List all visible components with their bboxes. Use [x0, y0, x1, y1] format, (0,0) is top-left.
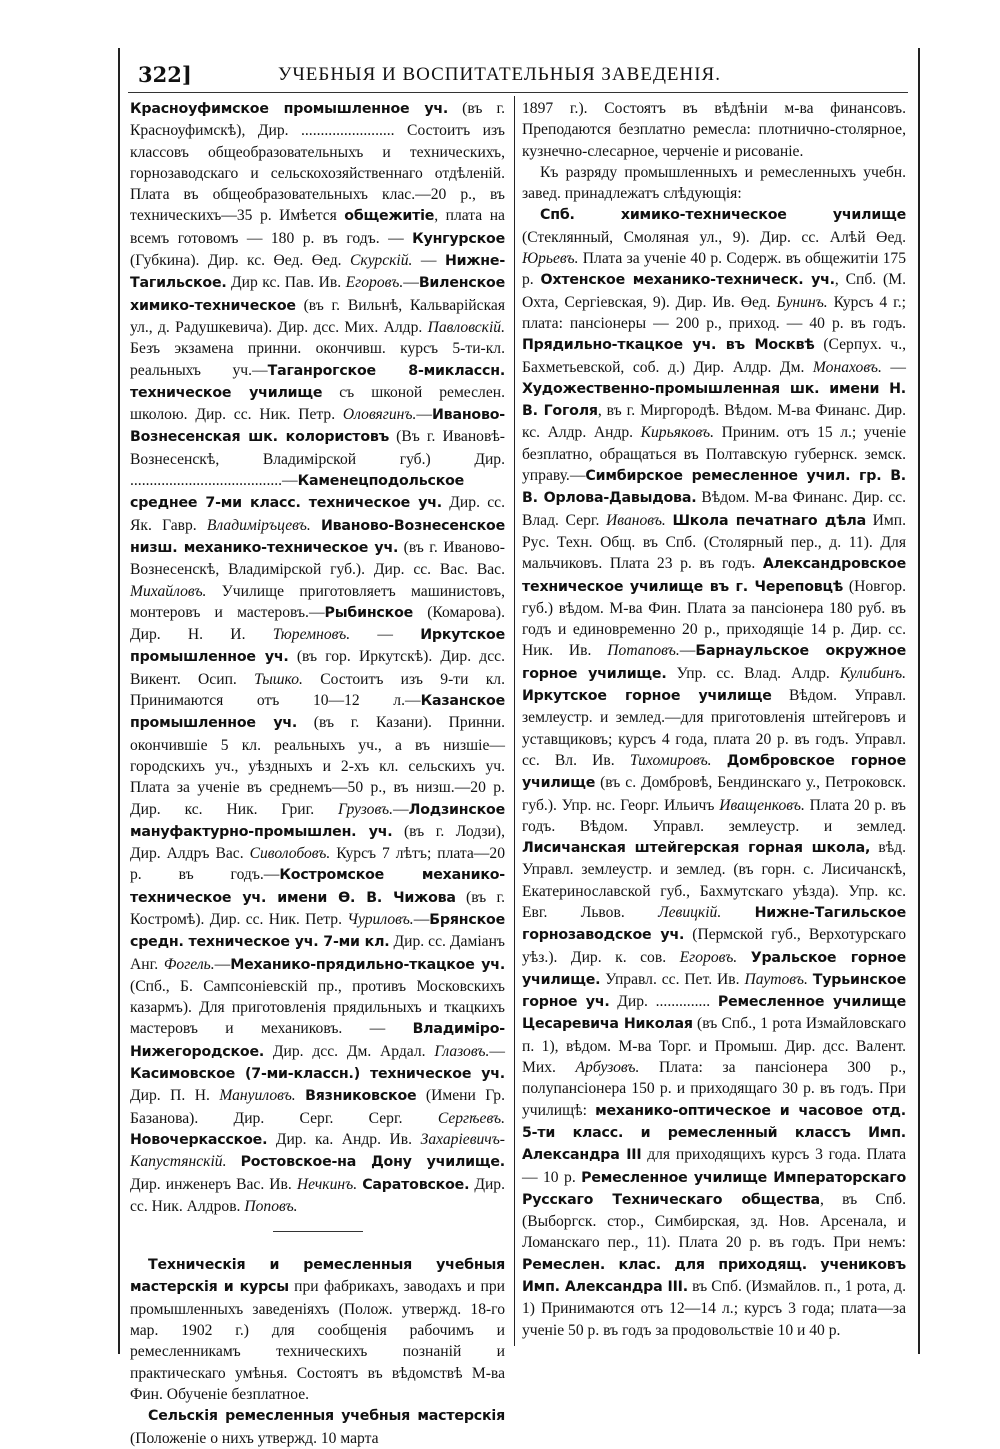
director-name: Владиміръцевъ. — [206, 516, 311, 534]
director-name: Левицкій. — [658, 903, 722, 921]
text-run: вѣд. Управл. землеустр. и землед. (въ горн. с. Лисичанскѣ, Екатеринославской губ., Бахмутскаго уѣзда). Упр. кс. Евг. Львов. — [522, 839, 906, 921]
institution-name: Костромское механико-техническое уч. имени Ө. В. Чижова — [130, 867, 505, 906]
text-run: Дир. дсс. Дм. Ардал. — [264, 1042, 435, 1060]
director-name: Потаповъ. — [607, 642, 680, 660]
text-run: Безъ экзамена принни. окончивш. курсъ 5-ти-кл. реальныхъ уч.— — [130, 340, 505, 379]
director-name: Захаріевичъ-Капустянскій. — [130, 1130, 505, 1171]
text-run — [296, 1087, 305, 1104]
institution-name: Иркутское промышленное уч. — [130, 627, 505, 666]
institution-name: Рыбинское — [324, 604, 414, 621]
left-column — [130, 98, 505, 1449]
director-name: Юрьевъ. — [522, 250, 579, 268]
text-run: — — [413, 910, 430, 928]
text-run: 1897 г.). Состоятъ въ вѣдѣніи м-ва финансовъ. Преподаются безплатно ремесла: плотнично-столярное, кузнечно-слесарное, черченіе и рисованіе. — [522, 100, 906, 160]
institution-name: Саратовское. — [362, 1176, 470, 1193]
institution-name: Каменецподольское среднее 7-ми класс. техническое уч. — [130, 473, 465, 512]
text-run: Управл. сс. Пет. Ив. — [600, 970, 745, 988]
text-run: (Имени Гр. Базанова). Дир. Серг. Серг. — [130, 1087, 505, 1127]
text-run: Состоитъ изъ 9-ти кл. Принимаются отъ 10—12 л.— — [130, 670, 505, 710]
text-run — [712, 752, 727, 769]
paragraph — [522, 162, 906, 205]
text-run: (Спб., Б. Сампсоніевскій пр., противъ Московскихъ казармъ). Для приготовленія прядильныхъ и ткацкихъ мастеровъ и механиковъ. — — [130, 977, 505, 1038]
text-run: Дир. .............. — [609, 993, 718, 1011]
institution-name: Красноуфимское промышленное уч. — [130, 101, 449, 117]
text-run — [226, 1153, 240, 1170]
director-name: Павловскій. — [427, 318, 505, 336]
institution-name: Кунгурское — [412, 230, 505, 247]
institution-name: Домбровское горное училище — [522, 752, 906, 792]
director-name: Кулибинъ. — [839, 664, 906, 682]
text-run: при фабрикахъ, заводахъ и при промышленныхъ заведеніяхъ (Полож. утвержд. 18-го мар. 1902 г.) для сообщенія рабочимъ и ремесленникамъ техническихъ познаній и практическаго умѣнья. Состоятъ въ вѣдомствѣ М-ва Фин. Обученіе безплатное. — [130, 1278, 505, 1403]
text-run: Вѣдом. М-ва Финанс. Дир. сс. Влад. Серг. — [522, 489, 906, 529]
text-run: Вѣдом. Управл. землеустр. и землед.—для приготовленія штейгеровъ и уставщиковъ; курсъ 4 года, плата 20 р. въ годъ. Управл. сс. Вл. Ив. — [522, 687, 907, 769]
text-run: — — [403, 274, 419, 292]
text-run: Дир кс. Пав. Ив. — [226, 274, 346, 292]
text-run: , въ г. Миргородѣ. Вѣдом. М-ва Финанс. Дир. кс. Алдр. Андр. — [522, 402, 906, 442]
text-run: (Въ г. Ивановѣ-Вознесенскѣ, Владимірской губ.) Дир. .......................................— — [130, 428, 505, 490]
text-run: (Положеніе о нихъ утвержд. 10 марта — [130, 1429, 379, 1447]
institution-name: Сельскія ремесленныя учебныя мастерскія — [148, 1408, 505, 1425]
text-run: Курсъ 7 лѣтъ; плата—20 р. въ годъ.— — [130, 845, 505, 884]
text-run: (въ г. Костромѣ). Дир. сс. Ник. Петр. — [130, 888, 506, 928]
text-run: — — [393, 800, 409, 818]
director-name: Тихомировъ. — [629, 751, 712, 769]
text-run: Имп. Рус. Техн. Общ. въ Спб. (Столярный пер., д. 11). Для мальчиковъ. Плата 23 р. въ годъ. — [522, 511, 906, 573]
director-name: Глазовъ. — [434, 1042, 490, 1060]
director-name: Егоровъ. — [679, 948, 738, 966]
institution-name: Уральское горное училище. — [522, 949, 907, 988]
director-name: Арбузовъ. — [575, 1059, 640, 1077]
institution-name: Иваново-Вознесенская шк. колористовъ — [130, 407, 505, 446]
text-run: Приним. отъ 15 л.; ученіе безплатно, обращаться въ Полтавскую губернск. земск. управу.— — [522, 424, 906, 485]
paragraph — [130, 1254, 505, 1405]
director-name: Михайловъ. — [130, 582, 207, 600]
text-run: Дир. сс. Даміанъ Анг. — [130, 933, 505, 973]
director-name: Иващенковъ. — [719, 796, 805, 814]
text-run: въ Спб. (Измайлов. п., 1 рота, д. 1) Принимаются отъ 12—14 л.; курсъ 3 года; плата—за ученіе 50 р. въ годъ за продовольствіе 10 и 40 р. — [522, 1278, 906, 1339]
text-run: для приходящихъ курсъ 3 года. Плата — 10 р. — [522, 1146, 906, 1186]
text-run: Плата 20 р. въ годъ. Вѣдом. Управл. землеустр. и землед. — [522, 796, 906, 835]
paragraph — [130, 98, 505, 1217]
text-run: , плата на всемъ готовомъ — 180 р. въ годъ. — — [130, 207, 505, 247]
institution-name: Механико-прядильно-ткацкое уч. — [230, 956, 506, 973]
text-run: (въ с. Домбровѣ, Бендинскаго у., Петроковск. губ.). Упр. нс. Георг. Ильичъ — [522, 774, 906, 814]
text-run: — — [412, 252, 445, 270]
paragraph — [130, 1405, 505, 1449]
institution-name: Техническія и ремесленныя учебныя мастерскія и курсы — [130, 1257, 505, 1296]
right-column — [522, 98, 906, 1341]
text-run: Плата за ученіе 40 р. Содерж. въ общежитіи 175 р. — [522, 250, 906, 289]
institution-name: Виленское химико-техническое — [130, 275, 505, 314]
text-run: Къ разряду промышленныхъ и ремесленныхъ учебн. завед. принадлежатъ слѣдующія: — [522, 163, 906, 203]
text-run: (Серпух. ч., Бахметьевской, соб. д.) Дир. Алдр. Дм. — [522, 336, 906, 376]
institution-name: Нижне-Тагильское. — [130, 253, 506, 292]
director-name: Егоровъ. — [345, 274, 404, 292]
text-run: , въ Спб. (Выборгск. стор., Симбирская, зд. Нов. Арсенала, и Ломанскаго пер., 11). Плата 20 р. въ годъ. При немъ: — [522, 1190, 906, 1252]
page-number: 322] — [138, 62, 192, 87]
director-name: Чуриловъ. — [347, 910, 414, 928]
director-name: Поповъ. — [244, 1197, 298, 1215]
text-run: Упр. сс. Влад. Алдр. — [666, 664, 840, 682]
text-run: Плата: за пансіонера 300 р., полупансіонера 150 р. и приходящаго 30 р. въ годъ. При училищѣ: — [522, 1059, 906, 1119]
text-run: — — [214, 955, 231, 973]
institution-name: Касимовское (7-ми-классн.) техническое уч. — [130, 1066, 505, 1083]
text-run: Дир. инженеръ Вас. Ив. — [130, 1175, 297, 1193]
institution-name: Иваново-Вознесенское низш. механико-техническое уч. — [130, 517, 505, 556]
text-run: Дир. ка. Андр. Ив. — [267, 1130, 421, 1148]
page-header — [128, 56, 908, 90]
text-run: — — [416, 406, 432, 424]
paragraph — [522, 98, 906, 162]
text-run: Училище приготовляетъ машинистовъ, монтеровъ и мастеровъ.— — [130, 582, 505, 621]
director-name: Сиволобовъ. — [249, 845, 331, 863]
text-run: Курсъ 4 г.; плата: пансіонеры — 200 р., приход. — 40 р. въ годъ. — [522, 293, 906, 332]
column-divider — [514, 96, 515, 1346]
institution-name: Новочеркасское. — [130, 1131, 268, 1148]
header-rule — [128, 92, 908, 93]
institution-name: Ремесленное училище Цесаревича Николая — [522, 994, 906, 1033]
director-name: Тюремновъ. — [272, 626, 351, 644]
institution-name: Вязниковское — [305, 1088, 417, 1105]
director-name: Кирьяковъ. — [640, 424, 715, 442]
director-name: Бунинъ. — [776, 293, 828, 311]
institution-name: Таганрогское 8-миклассн. техническое училище — [130, 362, 506, 401]
text-run: (въ г. Вильнѣ, Кальварійская ул., д. Радушкевича). Дир. дсс. Мих. Алдр. — [130, 296, 505, 336]
text-run: (въ гор. Иркутскѣ). Дир. дсс. Викент. Осип. — [130, 648, 505, 688]
text-run: (Комарова). Дир. Н. И. — [130, 603, 505, 644]
text-run: — — [350, 626, 421, 644]
institution-name: Барнаульское окружное горное училище. — [522, 643, 907, 682]
text-run: Дир. П. Н. — [130, 1087, 220, 1105]
institution-name: Брянское средн. техническое уч. 7-ми кл. — [130, 911, 505, 951]
director-name: Сергѣевъ. — [437, 1109, 505, 1127]
institution-name: Владиміро-Нижегородское. — [130, 1021, 505, 1060]
institution-name: Прядильно-ткацкое уч. въ Москвѣ — [522, 337, 815, 354]
text-run — [737, 949, 751, 966]
text-run: съ шконой ремеслен. школою. Дир. сс. Ник. Петр. — [130, 383, 505, 424]
text-run: (Стеклянный, Смоляная ул., 9). Дир. сс. Алѣй Өед. — [522, 228, 906, 246]
paragraph — [522, 204, 906, 1340]
institution-name: Ремесленное училище Императорскаго Русскаго Техническаго общества — [522, 1169, 907, 1208]
institution-name: Лисичанская штейгерская горная школа, — [522, 840, 871, 857]
director-name: Мануиловъ. — [219, 1087, 296, 1105]
institution-name: Лодзинское мануфактурно-промышлен. уч. — [130, 801, 505, 840]
text-run: (въ Спб., 1 рота Измайловскаго п. 1), вѣдом. М-ва Торг. и Промыш. Дир. дсс. Валент. Мих. — [522, 1015, 906, 1077]
institution-name: Нижне-Тагильское горнозаводское уч. — [522, 904, 906, 944]
text-run: — — [489, 1042, 505, 1060]
running-title: УЧЕБНЫЯ И ВОСПИТАТЕЛЬНЫЯ ЗАВЕДЕНІЯ. — [278, 64, 721, 85]
institution-name: Ростовское-на Дону училище. — [240, 1154, 505, 1171]
institution-name: Спб. химико-техническое училище — [540, 207, 906, 224]
director-name: Скурскій. — [350, 252, 413, 270]
director-name: Грузовъ. — [338, 800, 394, 818]
director-name: Тышко. — [254, 670, 303, 688]
text-run: — — [679, 642, 696, 660]
text-run: (въ г. Казани). Принни. окончившіе 5 кл. реальныхъ уч., а въ низшіе—городскихъ уч., уѣздныхъ и 2-хъ кл. сельскихъ уч. Плата за ученіе въ среднемъ—50 р., въ низш.—20 р. Дир. кс. Ник. Григ. — [130, 714, 505, 818]
text-run: Дир. сс. Як. Гавр. — [130, 494, 505, 534]
institution-name: Иркутское горное училище — [522, 688, 772, 705]
director-name: Нечкинъ. — [296, 1175, 358, 1193]
director-name: Паутовъ. — [744, 970, 808, 988]
text-run — [311, 517, 321, 534]
text-run: (въ г. Иваново-Вознесенскѣ, Владимірской губ.). Дир. сс. Вас. Вас. — [130, 538, 505, 579]
text-run: (Пермской губ., Верхотурскаго уѣз.). Дир. к. сов. — [522, 926, 906, 966]
text-run: (Новгор. губ.) вѣдом. М-ва Фин. Плата за пансіонера 180 руб. въ годъ и единовременно 20 р., приходящіе 14 р. Дир. сс. Ник. Ив. — [522, 577, 906, 660]
text-run: Дир. сс. Ник. Алдров. — [130, 1175, 506, 1215]
section-separator — [273, 1231, 363, 1232]
text-run: (въ г. Красноуфимскѣ), Дир. ........................ Состоитъ изъ классовъ общеобразовательныхъ и техническихъ, горнозаводскаго и сельскохозяйственнаго отдѣленій. Плата въ общеобразовательныхъ клас.—20 р., въ техническихъ—35 р. Имѣется — [130, 100, 505, 225]
text-run: (Губкина). Дир. кс. Өед. Өед. — [130, 252, 350, 270]
director-name: Монаховъ. — [812, 358, 882, 376]
institution-name: Казанское промышленное уч. — [130, 693, 505, 732]
institution-name: Школа печатнаго дѣла — [672, 512, 866, 529]
institution-name: Охтенское механико-техническ. уч. — [540, 272, 835, 289]
text-run: , Спб. (М. Охта, Сергіевская, 9). Дир. Ив. Өед. — [522, 271, 906, 311]
institution-name: общежитіе — [344, 208, 435, 225]
director-name: Фогель. — [163, 955, 215, 973]
text-run — [721, 904, 754, 921]
institution-name: Симбирское ремесленное учил. гр. В. В. Орлова-Давыдова. — [522, 468, 906, 507]
director-name: Ивановъ. — [606, 511, 666, 529]
institution-name: Турьинское горное уч. — [522, 971, 906, 1011]
institution-name: Ремеслен. клас. для приходящ. учениковъ Имп. Александра III. — [522, 1256, 906, 1296]
text-run: — — [881, 358, 907, 376]
institution-name: Художественно-промышленная шк. имени Н. В. Гоголя — [522, 380, 906, 420]
institution-name: механико-оптическое и часовое отд. 5-ти класс. и ремесленный классъ Имп. Александра III — [522, 1102, 906, 1164]
director-name: Оловягинъ. — [342, 406, 417, 424]
institution-name: Александровское техническое училище въ г. Череповцѣ — [522, 556, 906, 595]
text-run: (въ г. Лодзи), Дир. Алдръ Вас. — [130, 822, 505, 863]
